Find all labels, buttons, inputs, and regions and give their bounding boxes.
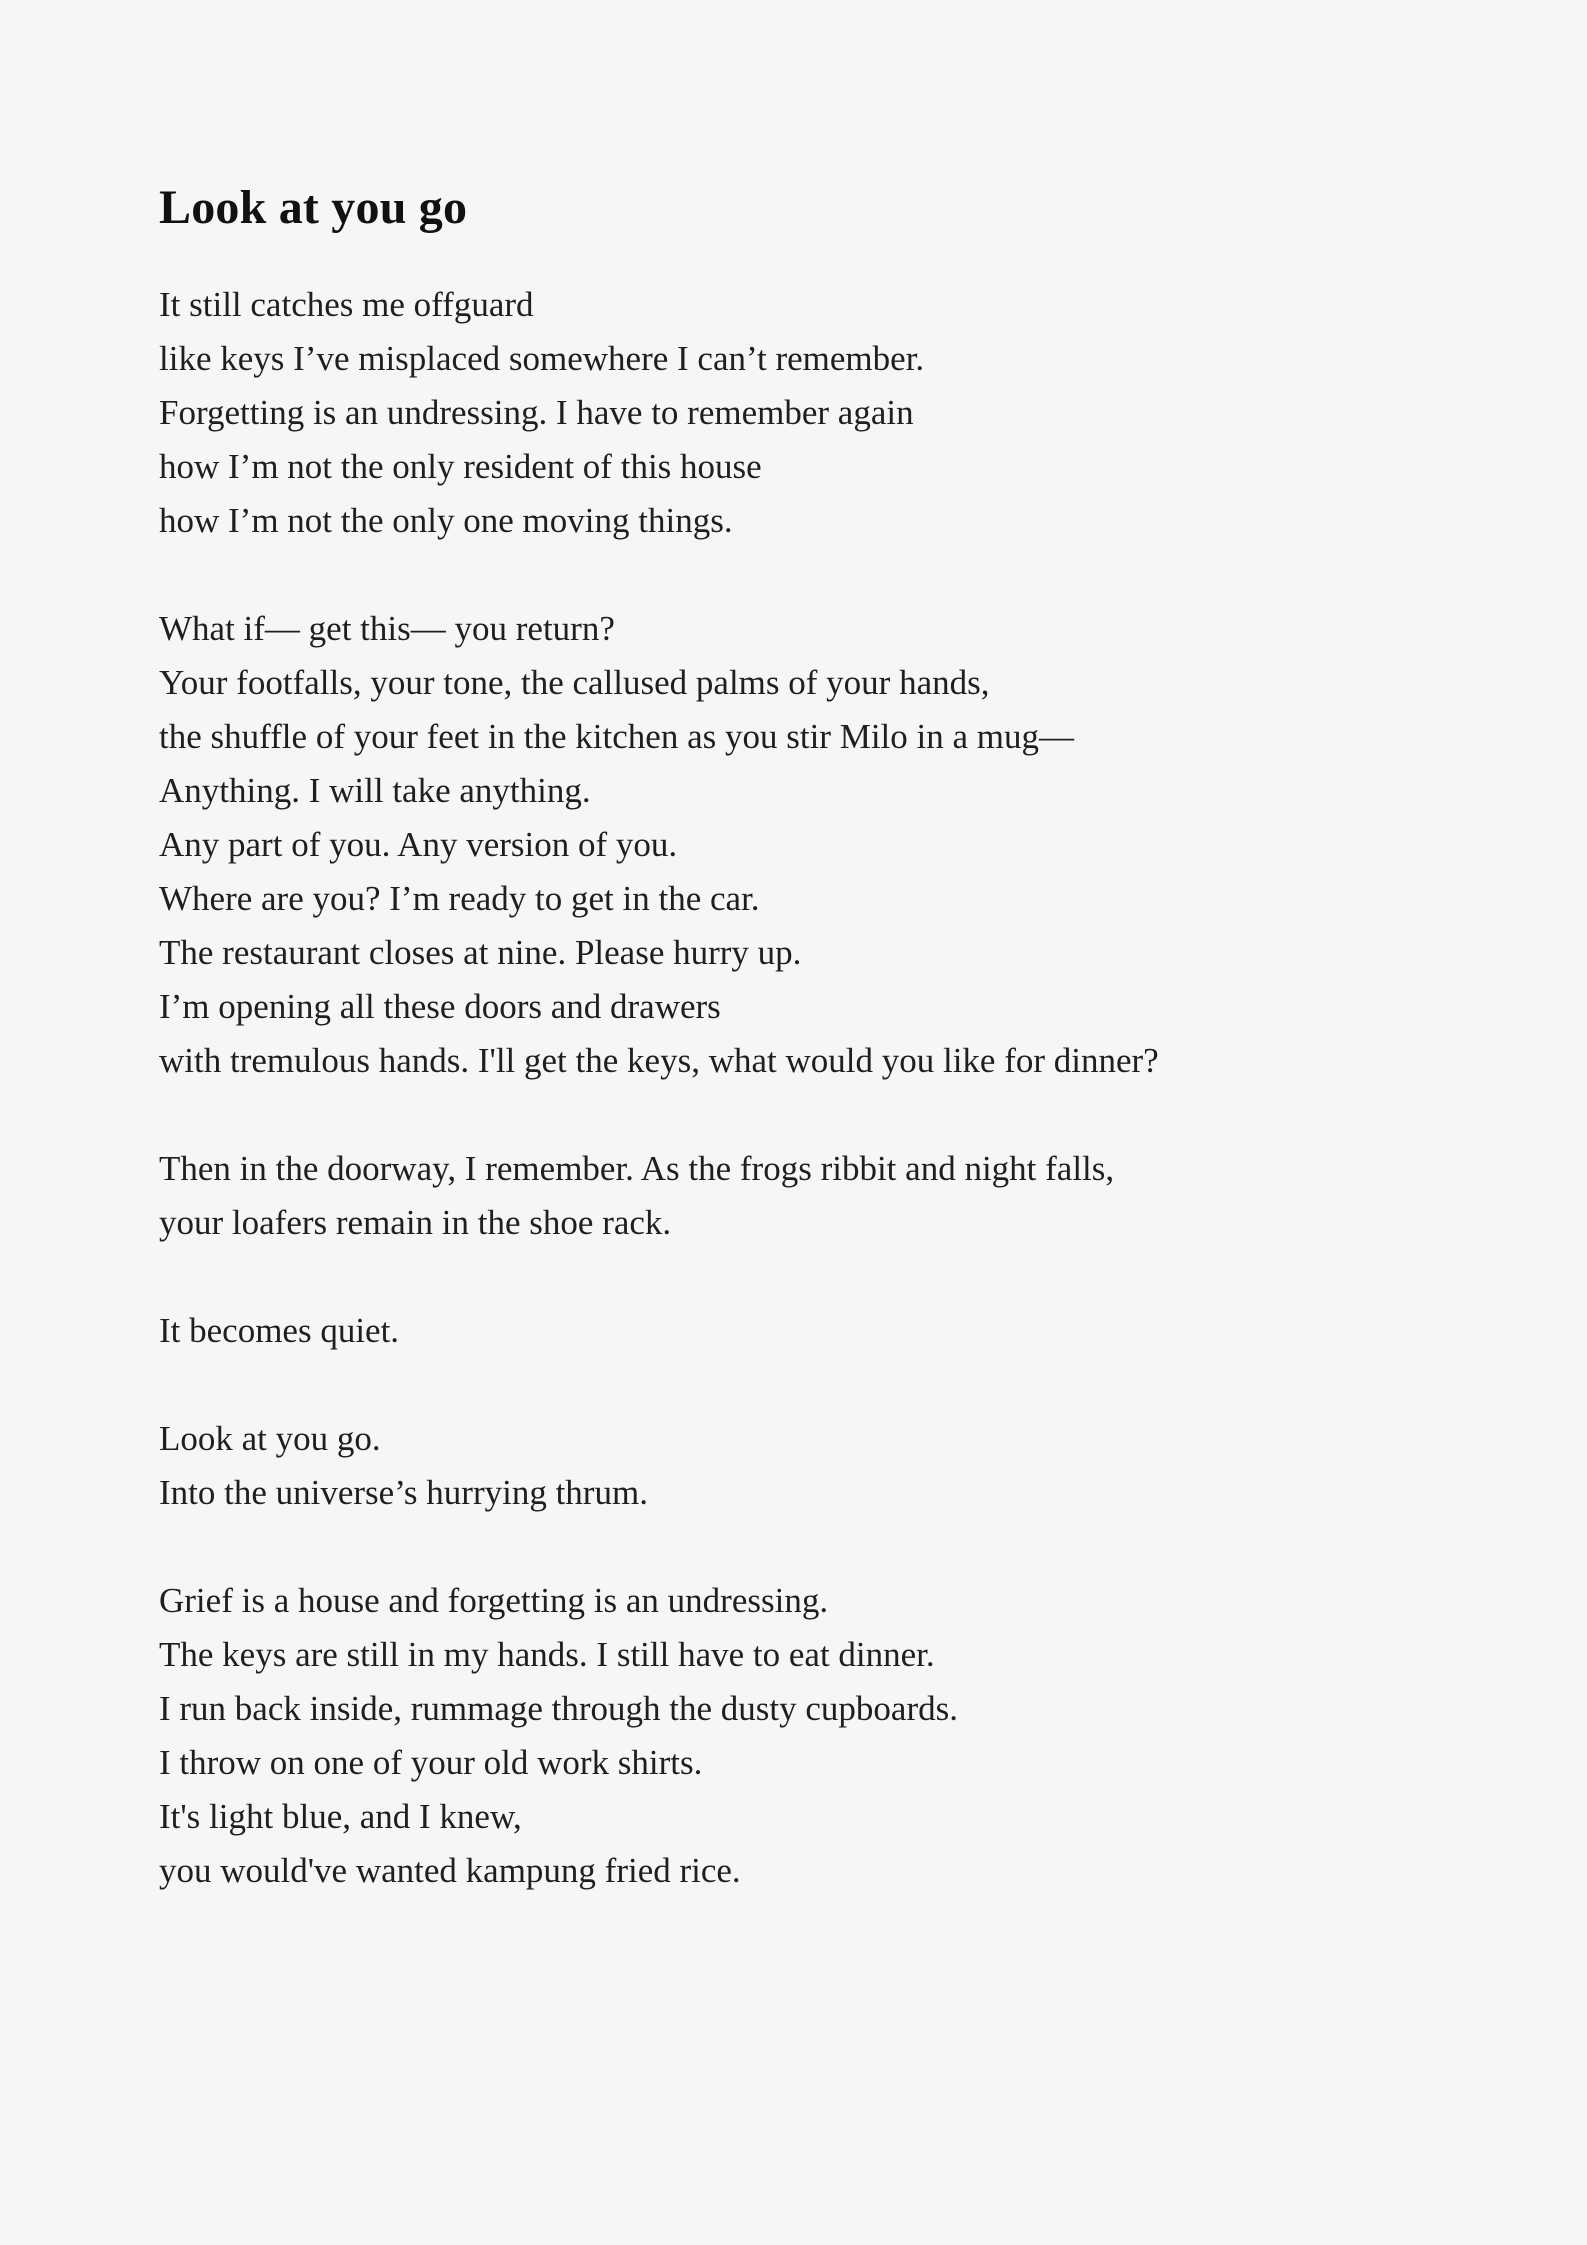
poem-title: Look at you go (159, 181, 468, 234)
poem-line: you would've wanted kampung fried rice. (159, 1851, 741, 1890)
poem-line: Grief is a house and forgetting is an undressing. (159, 1581, 829, 1620)
poem-line: Any part of you. Any version of you. (159, 825, 678, 864)
poem-body (159, 278, 1459, 1898)
poem-line: Forgetting is an undressing. I have to remember again (159, 393, 914, 432)
stanza-6 (159, 1574, 1459, 1898)
poem-line: I throw on one of your old work shirts. (159, 1743, 703, 1782)
poem-line: The keys are still in my hands. I still have to eat dinner. (159, 1635, 935, 1674)
poem-line: the shuffle of your feet in the kitchen as you stir Milo in a mug— (159, 717, 1075, 756)
poem-line: how I’m not the only resident of this house (159, 447, 762, 486)
poem-line: The restaurant closes at nine. Please hurry up. (159, 933, 802, 972)
poem-line: your loafers remain in the shoe rack. (159, 1203, 672, 1242)
stanza-3 (159, 1142, 1459, 1250)
poem-line: Into the universe’s hurrying thrum. (159, 1473, 648, 1512)
poem-line: how I’m not the only one moving things. (159, 501, 733, 540)
poem-line: with tremulous hands. I'll get the keys, what would you like for dinner? (159, 1041, 1159, 1080)
poem-line: Anything. I will take anything. (159, 771, 591, 810)
poem-line: What if— get this— you return? (159, 609, 615, 648)
poem-line: Then in the doorway, I remember. As the frogs ribbit and night falls, (159, 1149, 1115, 1188)
stanza-4 (159, 1304, 1459, 1358)
poem-line: It still catches me offguard (159, 285, 534, 324)
poem-line: It becomes quiet. (159, 1311, 400, 1350)
poem-page (159, 168, 1459, 1952)
stanza-1 (159, 278, 1459, 548)
stanza-5 (159, 1412, 1459, 1520)
poem-line: Where are you? I’m ready to get in the car. (159, 879, 760, 918)
poem-line: Your footfalls, your tone, the callused palms of your hands, (159, 663, 990, 702)
poem-line: It's light blue, and I knew, (159, 1797, 522, 1836)
poem-line: I’m opening all these doors and drawers (159, 987, 721, 1026)
poem-line: like keys I’ve misplaced somewhere I can’t remember. (159, 339, 925, 378)
poem-line: I run back inside, rummage through the dusty cupboards. (159, 1689, 958, 1728)
poem-line: Look at you go. (159, 1419, 381, 1458)
stanza-2 (159, 602, 1459, 1088)
